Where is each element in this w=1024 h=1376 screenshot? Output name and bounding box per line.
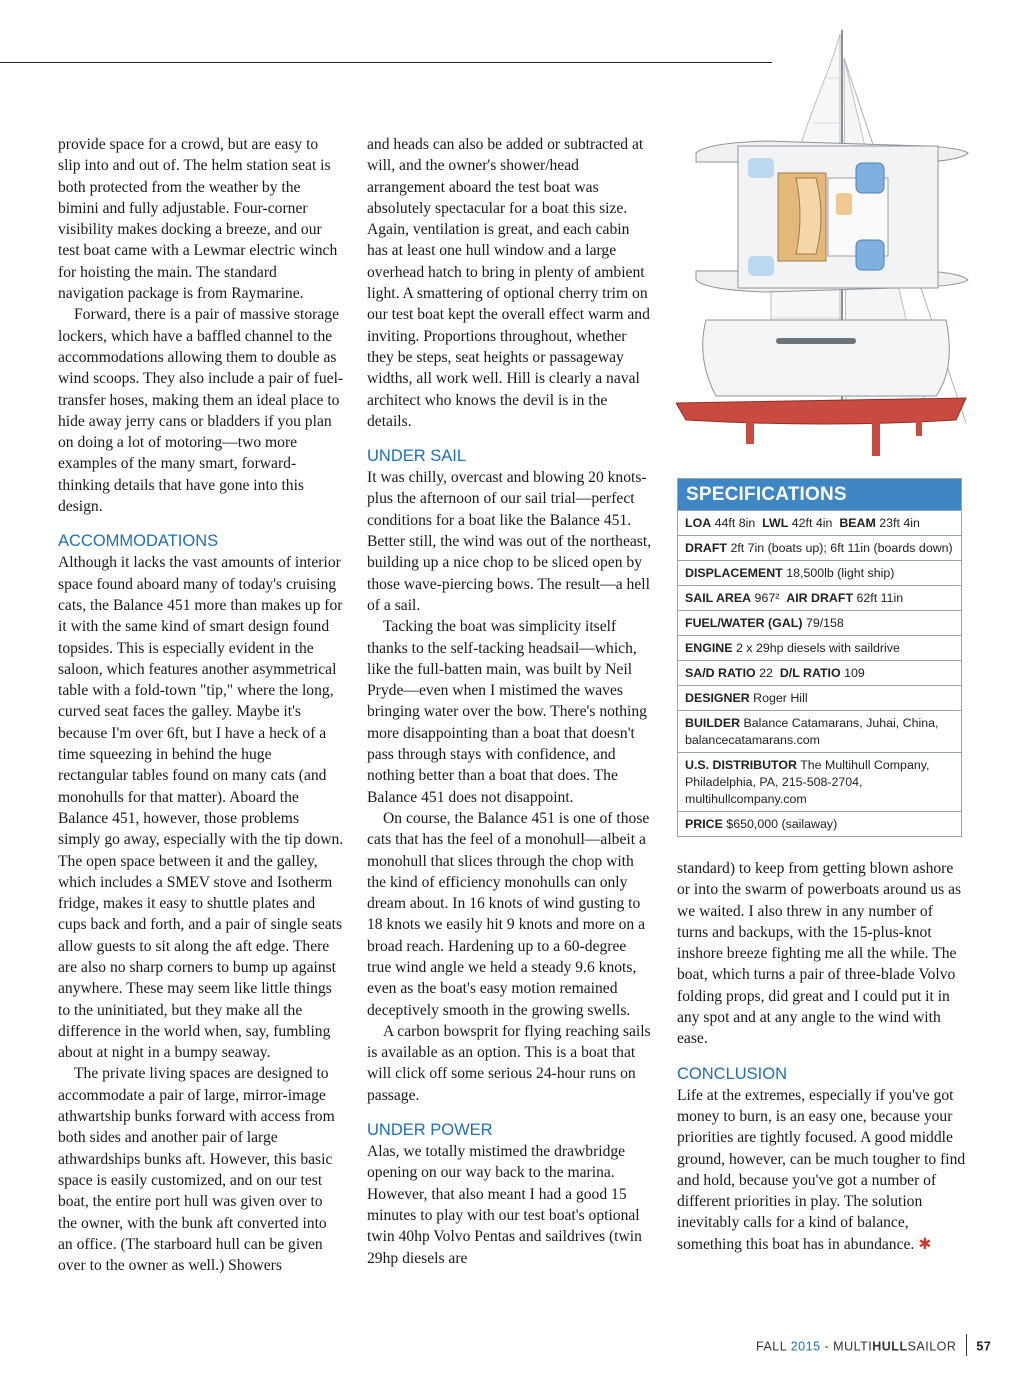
spec-row-sail-area (678, 585, 961, 610)
deck-plan (696, 141, 968, 292)
spec-value: 967² (754, 591, 780, 605)
spec-row-distributor (678, 752, 961, 811)
spec-value: 62ft 11in (856, 591, 904, 605)
article-column-1 (58, 134, 344, 1276)
spec-value: The Multihull Company, Philadelphia, PA, 215-508-2704, multihullcompany.com (685, 758, 930, 806)
section-heading-accommodations: ACCOMMODATIONS (58, 532, 219, 551)
section-heading-under-sail: UNDER SAIL (367, 447, 467, 466)
spec-value: 2ft 7in (boats up); 6ft 11in (boards down) (730, 541, 953, 555)
spec-label: FUEL/WATER (GAL) (685, 616, 803, 630)
spec-row-price (678, 811, 961, 836)
spec-label: AIR DRAFT (786, 591, 854, 605)
spec-row-ratios (678, 660, 961, 685)
spec-value: 2 x 29hp diesels with saildrive (735, 641, 900, 655)
spec-value: $650,000 (sailaway) (726, 817, 838, 831)
paragraph: standard) to keep from getting blown ashore or into the swarm of powerboats around us as we waited. I also threw in any number of turns and backups, with the 15-plus-knot inshore breeze fighting me all the while. The boat, which turns a pair of three-blade Volvo folding props, did great and I could put it in any spot and at any angle to the wind with ease. (677, 860, 962, 1048)
section-heading-conclusion: CONCLUSION (677, 1064, 788, 1083)
spec-label: DISPLACEMENT (685, 566, 783, 580)
paragraph-text: Life at the extremes, especially if you've got money to burn, is an easy one, because your priorities are tightly focused. A good middle ground, however, can be much tougher to find and hold, because you've got a number of different priorities in play. The solution inevitably calls for a kind of balance, something this boat has in abundance. (677, 1086, 966, 1253)
spec-row-dimensions (678, 510, 961, 535)
paragraph: Tacking the boat was simplicity itself thanks to the self-tacking headsail—which, like the full-batten main, was built by Neil Pryde—even when I mistimed the waves bringing water over the bow. There's nothing more disappointing than a boat that doesn't pass through stays with confidence, and nothing better than a boat that does. The Balance 451 does not disappoint. (367, 618, 647, 806)
spec-value: 22 (759, 666, 773, 680)
footer-magazine-name: MULTIHULLSAILOR (833, 1339, 957, 1354)
paragraph: Although it lacks the vast amounts of interior space found aboard many of today's cruising cats, the Balance 451 more than makes up for it with the same kind of smart design found topsides. This is especially evident in the saloon, which features another asymmetrical table with a fold-town "tip," where the long, curved seat faces the galley. Maybe it's because I'm over 6ft, but I have a heck of a time squeezing in behind the huge rectangular tables found on many cats (and monohulls for that matter). Aboard the Balance 451, however, those problems simply go away, especially with the tip down. The open space between it and the galley, which includes a SMEV stove and Isotherm fridge, makes it easy to shuttle plates and cups back and forth, and a pair of single seats allow guests to sit along the aft edge. There are also no sharp corners to bump up against anywhere. These may seem like little things to the uninitiated, but they make all the difference in the world when, say, fumbling about at night in a bumpy seaway. (58, 554, 344, 1062)
spec-label: BEAM (839, 516, 876, 530)
section-heading-under-power: UNDER POWER (367, 1121, 493, 1140)
paragraph: and heads can also be added or subtracted at will, and the owner's shower/head arrangement aboard the test boat was absolutely spectacular for a boat this size. Again, ventilation is great, and each cabin has at least one hull window and a large overhead hatch to bring in plenty of ambient light. A smattering of optional cherry trim on our test boat kept the overall effect warm and inviting. Proportions throughout, whether they be steps, seat heights or passageway widths, all work well. Hill is clearly a naval architect who knows the devil is in the details. (367, 136, 650, 430)
paragraph: A carbon bowsprit for flying reaching sails is available as an option. This is a boat that will click off some serious 24-hour runs on passage. (367, 1022, 651, 1104)
spec-row-draft (678, 535, 961, 560)
spec-label: DRAFT (685, 541, 727, 555)
spec-row-engine (678, 635, 961, 660)
spec-label: SAIL AREA (685, 591, 752, 605)
paragraph: provide space for a crowd, but are easy to slip into and out of. The helm station seat is both protected from the weather by the bimini and fully adjustable. Four-corner visibility makes docking a breeze, and our test boat came with a Lewmar electric winch for hoisting the main. The standard navigation package is from Raymarine. (58, 136, 338, 303)
spec-value: 109 (844, 666, 865, 680)
page-footer (756, 1336, 991, 1358)
boat-illustration (676, 28, 976, 468)
footer-separator: - (824, 1339, 830, 1354)
specifications-box (677, 478, 962, 837)
spec-value: 23ft 4in (879, 516, 920, 530)
page-number: 57 (976, 1339, 992, 1354)
specifications-title: SPECIFICATIONS (678, 479, 961, 510)
spec-row-fuel-water (678, 610, 961, 635)
spec-value: Roger Hill (753, 691, 808, 705)
article-column-3 (677, 858, 967, 1255)
article-column-2 (367, 134, 653, 1269)
spec-row-displacement (678, 560, 961, 585)
hull-side (703, 320, 950, 396)
header-rule (0, 62, 772, 63)
paragraph (677, 1085, 967, 1255)
spec-label: LOA (685, 516, 712, 530)
paragraph: Alas, we totally mistimed the drawbridge opening on our way back to the marina. However, that also meant I had a good 15 minutes to play with our test boat's optional twin 40hp Volvo Pentas and saildrives (twin 29hp diesels are (367, 1143, 642, 1267)
spec-row-builder (678, 710, 961, 752)
spec-label: BUILDER (685, 716, 741, 730)
paragraph: On course, the Balance 451 is one of those cats that has the feel of a monohull—albeit a monohull that slices through the chop with the kind of efficiency monohulls can only dream about. In 16 knots of wind gusting to 18 knots we easily hit 9 knots and more on a broad reach. Hardening up to a 60-degree true wind angle we held a steady 9.6 knots, even as the boat's easy motion remained deceptively smooth in the growing swells. (367, 809, 650, 1019)
spec-value: 79/158 (805, 616, 844, 630)
spec-label: SA/D RATIO (685, 666, 756, 680)
spec-label: ENGINE (685, 641, 733, 655)
spec-row-designer (678, 685, 961, 710)
spec-value: Balance Catamarans, Juhai, China, balancecatamarans.com (685, 716, 939, 747)
spec-value: 18,500lb (light ship) (786, 566, 895, 580)
spec-label: LWL (762, 516, 789, 530)
footer-year: 2015 (790, 1339, 821, 1354)
paragraph: The private living spaces are designed to accommodate a pair of large, mirror-image athwartship bunks forward with access from both sides and another pair of large athwardships bunks aft. However, this basic space is easily customized, and on our test boat, the entire port hull was given over to the owner, with the bunk aft converted into an office. (The starboard hull can be given over to the owner as well.) Showers (58, 1065, 335, 1275)
spec-label: PRICE (685, 817, 723, 831)
footer-divider (966, 1334, 967, 1356)
end-mark-icon: ✱ (918, 1234, 932, 1253)
spec-value: 42ft 4in (791, 516, 833, 530)
paragraph: It was chilly, overcast and blowing 20 knots-plus the afternoon of our sail trial—perfect conditions for a boat like the Balance 451. Better still, the wind was out of the northeast, building up a nice chop to be sliced open by those wave-piercing bows. The result—a hell of a sail. (367, 469, 652, 614)
paragraph: Forward, there is a pair of massive storage lockers, which have a baffled channel to the accommodations allowing them to double as wind scoops. They also include a pair of fuel-transfer hoses, making them an ideal place to hide away jerry cans or bladders if you plan on doing a lot of motoring—two more examples of the many smart, forward-thinking details that have gone into this design. (58, 306, 344, 516)
spec-label: D/L RATIO (779, 666, 841, 680)
spec-value: 44ft 8in (714, 516, 756, 530)
hull-bottom (676, 398, 966, 424)
spec-label: DESIGNER (685, 691, 750, 705)
footer-season: FALL (756, 1339, 787, 1354)
spec-label: U.S. DISTRIBUTOR (685, 758, 797, 772)
